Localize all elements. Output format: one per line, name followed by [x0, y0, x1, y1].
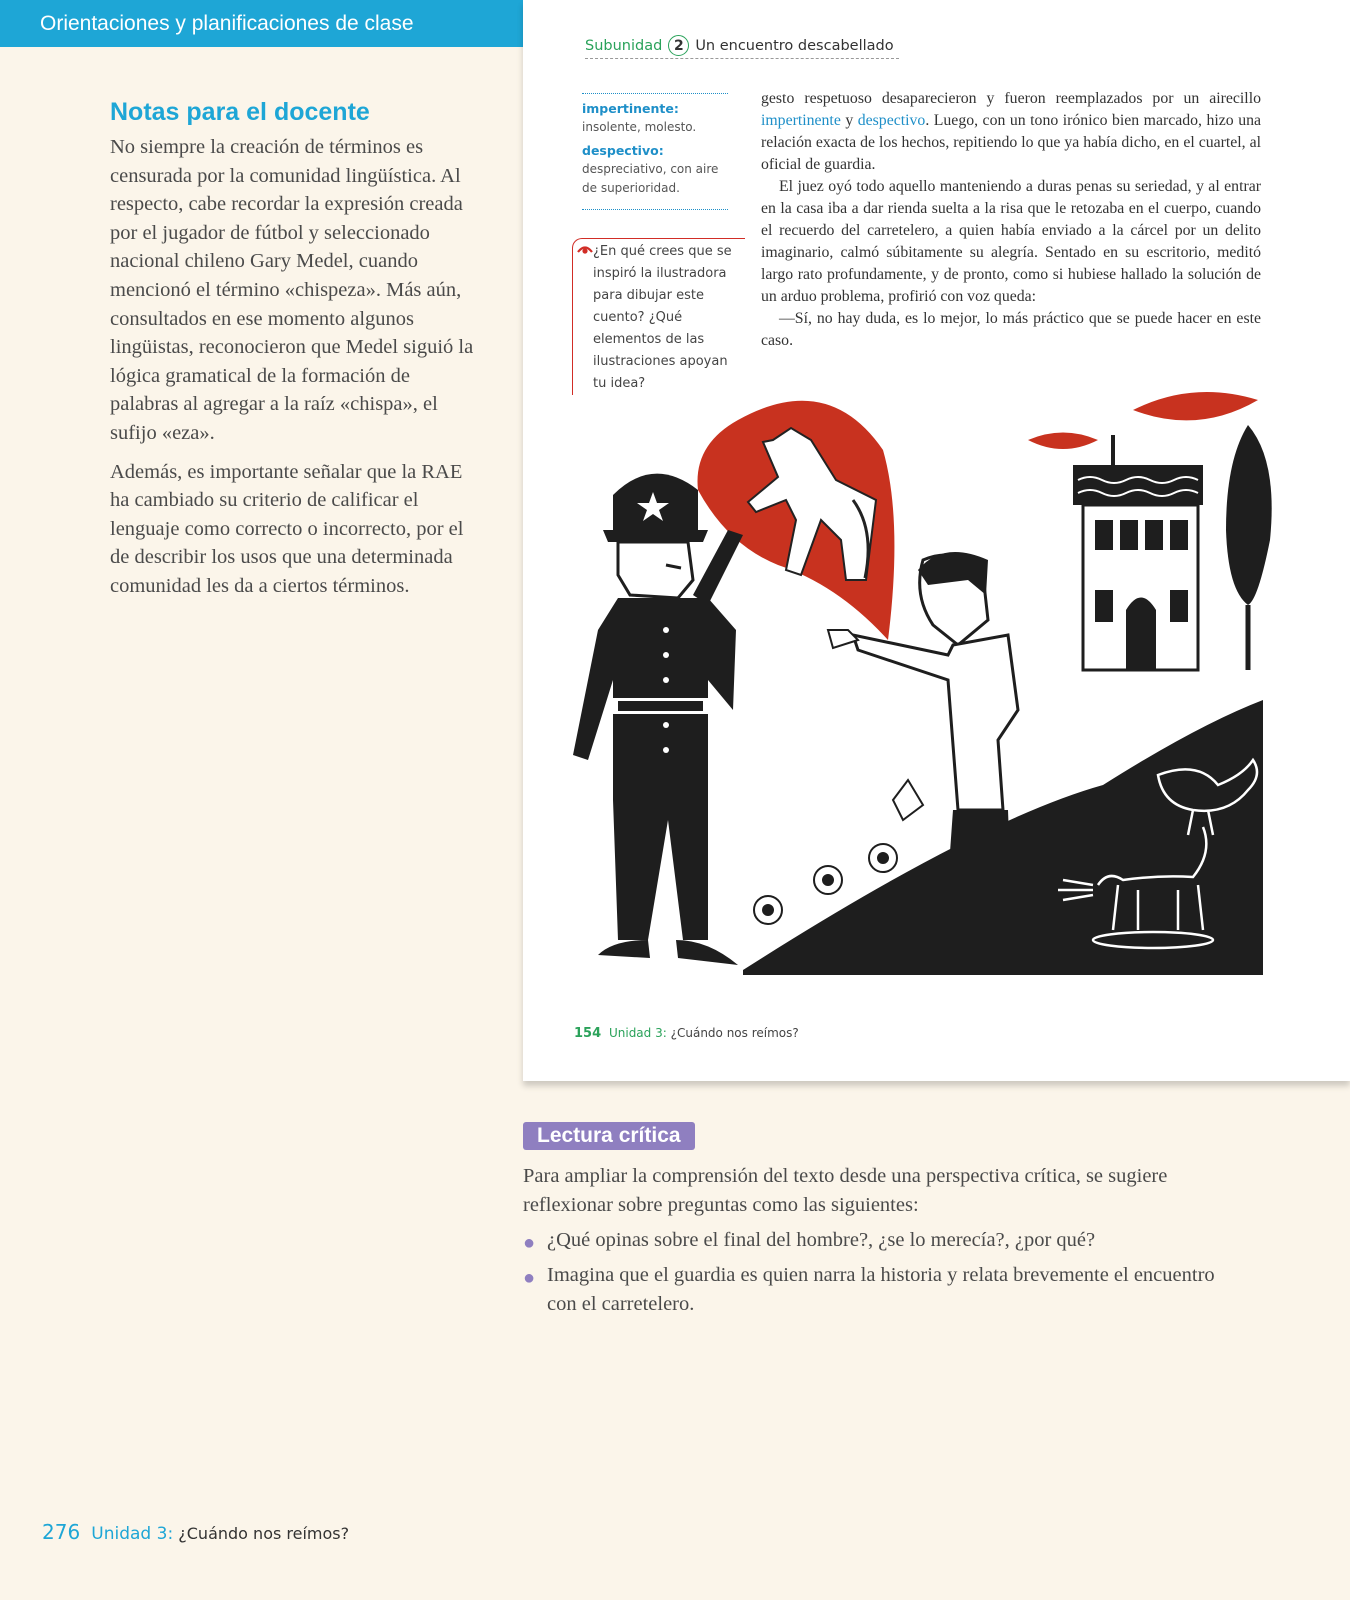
- unit-title: ¿Cuándo nos reímos?: [670, 1026, 799, 1040]
- unit-label: Unidad 3:: [608, 1026, 667, 1040]
- reflection-question: [572, 238, 745, 395]
- critical-reading-section: [523, 1122, 1223, 1325]
- police-officer: [573, 474, 743, 965]
- glossary-box: [582, 93, 728, 210]
- chimney-smoke: [1028, 392, 1258, 449]
- subunit-header: [585, 33, 899, 59]
- list-item: ● Imagina que el guardia es quien narra la historia y relata brevemente el encuentro con el carretelero.: [523, 1264, 1215, 1315]
- subunit-number: 2: [668, 35, 689, 56]
- story-illustration: [558, 380, 1303, 995]
- glossary-term: despectivo:: [582, 143, 664, 158]
- thought-bubble-horse: [698, 401, 895, 640]
- bullet-icon: ●: [523, 1232, 536, 1254]
- story-paragraph: gesto respetuoso desaparecieron y fueron reemplazados por un airecillo impertinente y despectivo. Luego, con un tono irónico bien marcado, hizo una relación exacta de los hechos, repitiendo lo que ya había dicho, en el cuartel, al oficial de guardia.: [761, 90, 1262, 173]
- critical-reading-tag: Lectura crítica: [523, 1122, 695, 1150]
- page-number: 276: [42, 1520, 81, 1544]
- question-text: ¿En qué crees que se inspiró la ilustradora para dibujar este cuento? ¿Qué elementos de las ilustraciones apoyan tu idea?: [593, 244, 732, 391]
- unit-title: ¿Cuándo nos reímos?: [178, 1524, 350, 1543]
- story-paragraph: El juez oyó todo aquello manteniendo a duras penas su seriedad, y al entrar en la casa iba a dar rienda suelta a la risa que le retozaba en el cuerpo, cuando el recuerdo del carretelero, a quien había enviado a la cárcel por un delito imaginario, calmó súbitamente su alegría. Sentado en su escritorio, meditó largo rato profundamente, y de pronto, como si hubiese hallado la solución de un arduo problema, profirió con voz queda:: [761, 178, 1261, 305]
- house: [1028, 392, 1258, 670]
- subunit-title: Un encuentro descabellado: [695, 37, 894, 54]
- critical-reading-intro: Para ampliar la comprensión del texto desde una perspectiva crítica, se sugiere reflexionar sobre preguntas como las siguientes:: [523, 1165, 1168, 1216]
- bullet-icon: ●: [523, 1267, 536, 1289]
- student-page: [523, 0, 1350, 1081]
- story-paragraph: —Sí, no hay duda, es lo mejor, lo más práctico que se puede hacer en este caso.: [761, 310, 1261, 349]
- critical-reading-list: [523, 1226, 1223, 1319]
- glossary-keyword: despectivo: [857, 112, 926, 129]
- eye-icon: [577, 241, 593, 263]
- glossary-definition: despreciativo, con aire de superioridad.: [582, 162, 719, 195]
- notes-heading: Notas para el docente: [110, 98, 370, 126]
- subunit-label: Subunidad: [585, 37, 663, 54]
- glossary-term: impertinente:: [582, 101, 679, 116]
- teacher-notes: [110, 98, 480, 611]
- list-item: ● ¿Qué opinas sobre el final del hombre?, ¿se lo merecía?, ¿por qué?: [523, 1226, 1223, 1255]
- notes-paragraph: No siempre la creación de términos es censurada por la comunidad lingüística. Al respecto, cabe recordar la expresión creada por el jugador de fútbol y seleccionado nacional chileno Gary Medel, cuando mencionó el término «chispeza». Más aún, consultados en ese momento algunos lingüistas, reconocieron que Medel siguió la lógica gramatical de la formación de palabras al agregar a la raíz «chispa», el sufijo «eza».: [110, 136, 474, 444]
- glossary-definition: insolente, molesto.: [582, 120, 697, 134]
- page-number: 154: [574, 1026, 602, 1041]
- page-footer: [42, 1520, 349, 1544]
- story-text: [761, 88, 1261, 352]
- glossary-keyword: impertinente: [761, 112, 841, 129]
- tree: [1226, 425, 1272, 670]
- section-banner: Orientaciones y planificaciones de clase: [0, 0, 524, 47]
- student-page-footer: [574, 1026, 799, 1041]
- unit-label: Unidad 3:: [91, 1524, 174, 1544]
- notes-paragraph: Además, es importante señalar que la RAE ha cambiado su criterio de calificar el lenguaje como correcto o incorrecto, por el de describir los usos que una determinada comunidad les da a ciertos términos.: [110, 460, 464, 597]
